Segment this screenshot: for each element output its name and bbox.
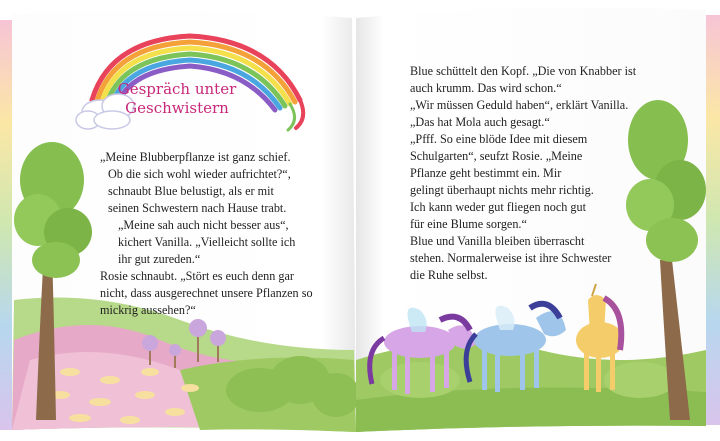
left-page-line: nicht, dass ausgerechnet unsere Pflanzen so xyxy=(100,286,313,300)
left-page-line: mickrig aussehen?“ xyxy=(100,303,196,317)
right-page-text xyxy=(410,63,636,284)
right-page-line: „Pfff. So eine blöde Idee mit diesem xyxy=(410,132,588,146)
right-page-line: für eine Blume sorgen.“ xyxy=(410,217,527,231)
left-page-line: Rosie schnaubt. „Stört es euch denn gar xyxy=(100,269,294,283)
right-page-line: „Wir müssen Geduld haben“, erklärt Vanilla. xyxy=(410,98,629,112)
chapter-title xyxy=(92,80,262,118)
left-page-line: „Meine Blubberpflanze ist ganz schief. xyxy=(100,150,291,164)
left-page-line: Ob die sich wohl wieder aufrichtet?“, xyxy=(108,167,291,181)
right-page-line: gelingt überhaupt nichts mehr richtig. xyxy=(410,183,594,197)
left-page-line: „Meine sah auch nicht besser aus“, xyxy=(118,218,289,232)
left-page-line: seinen Schwestern nach Hause trabt. xyxy=(108,201,287,215)
right-page-line: stehen. Normalerweise ist ihre Schwester xyxy=(410,251,612,265)
right-page-line: Schulgarten“, seufzt Rosie. „Meine xyxy=(410,149,583,163)
right-book-edge xyxy=(704,15,720,425)
left-page-line: kichert Vanilla. „Vielleicht sollte ich xyxy=(118,235,296,249)
right-page-line: Ich kann weder gut fliegen noch gut xyxy=(410,200,586,214)
right-page-line: auch krumm. Das wird schon.“ xyxy=(410,81,562,95)
left-book-edge xyxy=(0,20,14,430)
chapter-title-line-1: Gespräch unter xyxy=(117,80,237,98)
right-page-line: „Das hat Mola auch gesagt.“ xyxy=(410,115,550,129)
right-page-line: Pflanze geht bestimmt ein. Mir xyxy=(410,166,562,180)
left-page-line: ihr gut zureden.“ xyxy=(118,252,201,266)
left-page-line: schnaubt Blue belustigt, als er mit xyxy=(108,184,274,198)
right-page-line: die Ruhe selbst. xyxy=(410,268,488,282)
left-page-text xyxy=(100,149,313,319)
right-page-line: Blue und Vanilla bleiben überrascht xyxy=(410,234,585,248)
right-page-line: Blue schüttelt den Kopf. „Die von Knabber ist xyxy=(410,64,637,78)
chapter-title-line-2: Geschwistern xyxy=(125,99,229,117)
